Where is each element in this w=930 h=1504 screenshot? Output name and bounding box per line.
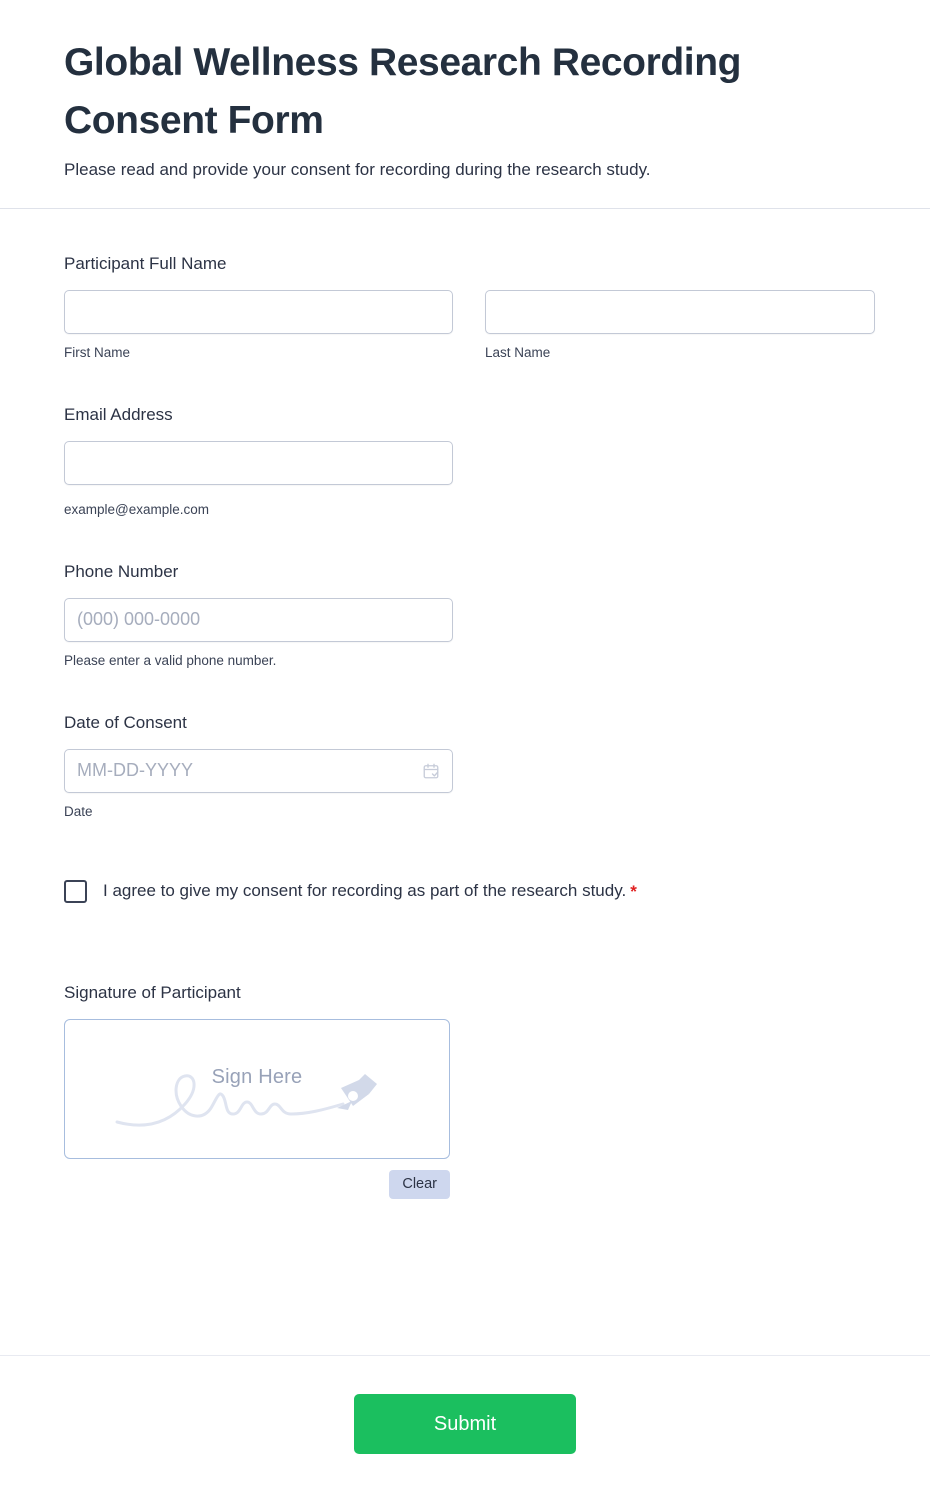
signature-clear-row (64, 1170, 450, 1199)
signature-placeholder-art (107, 1060, 407, 1140)
pen-nib-icon (337, 1074, 377, 1110)
field-participant-full-name (64, 253, 866, 362)
consent-checkbox-text: I agree to give my consent for recording as part of the research study. (103, 881, 627, 900)
field-email-address (64, 404, 866, 519)
page-title: Global Wellness Research Recording Consent Form (64, 41, 742, 142)
signature-label: Signature of Participant (64, 982, 241, 1002)
first-name-column (64, 290, 453, 362)
form-footer (0, 1355, 930, 1454)
name-row (64, 290, 866, 362)
date-of-consent-input[interactable] (64, 749, 453, 793)
date-sublabel: Date (64, 804, 93, 819)
email-input[interactable] (64, 441, 453, 485)
last-name-sublabel: Last Name (485, 345, 551, 360)
participant-full-name-label: Participant Full Name (64, 254, 227, 273)
form-header (0, 0, 930, 209)
email-sublabel: example@example.com (64, 502, 210, 517)
first-name-input[interactable] (64, 290, 453, 334)
field-consent-agreement (64, 879, 866, 904)
last-name-column (485, 290, 875, 362)
phone-sublabel: Please enter a valid phone number. (64, 653, 277, 668)
first-name-sublabel: First Name (64, 345, 131, 360)
email-address-label: Email Address (64, 405, 173, 424)
signature-hint-text: Sign Here (211, 1065, 303, 1088)
field-phone-number (64, 561, 866, 670)
last-name-input[interactable] (485, 290, 875, 334)
form-body (0, 209, 930, 1199)
phone-number-label: Phone Number (64, 562, 179, 581)
date-of-consent-label: Date of Consent (64, 713, 187, 732)
submit-button[interactable]: Submit (354, 1394, 576, 1454)
required-asterisk: * (630, 881, 637, 901)
field-signature (64, 982, 866, 1199)
phone-input[interactable] (64, 598, 453, 642)
consent-checkbox-label (103, 879, 637, 904)
page-subtitle: Please read and provide your consent for recording during the research study. (64, 160, 651, 179)
signature-pad[interactable] (64, 1019, 450, 1159)
field-date-of-consent (64, 712, 866, 821)
date-input-wrapper (64, 749, 453, 793)
clear-signature-button[interactable]: Clear (389, 1170, 450, 1199)
consent-checkbox[interactable] (64, 880, 87, 903)
